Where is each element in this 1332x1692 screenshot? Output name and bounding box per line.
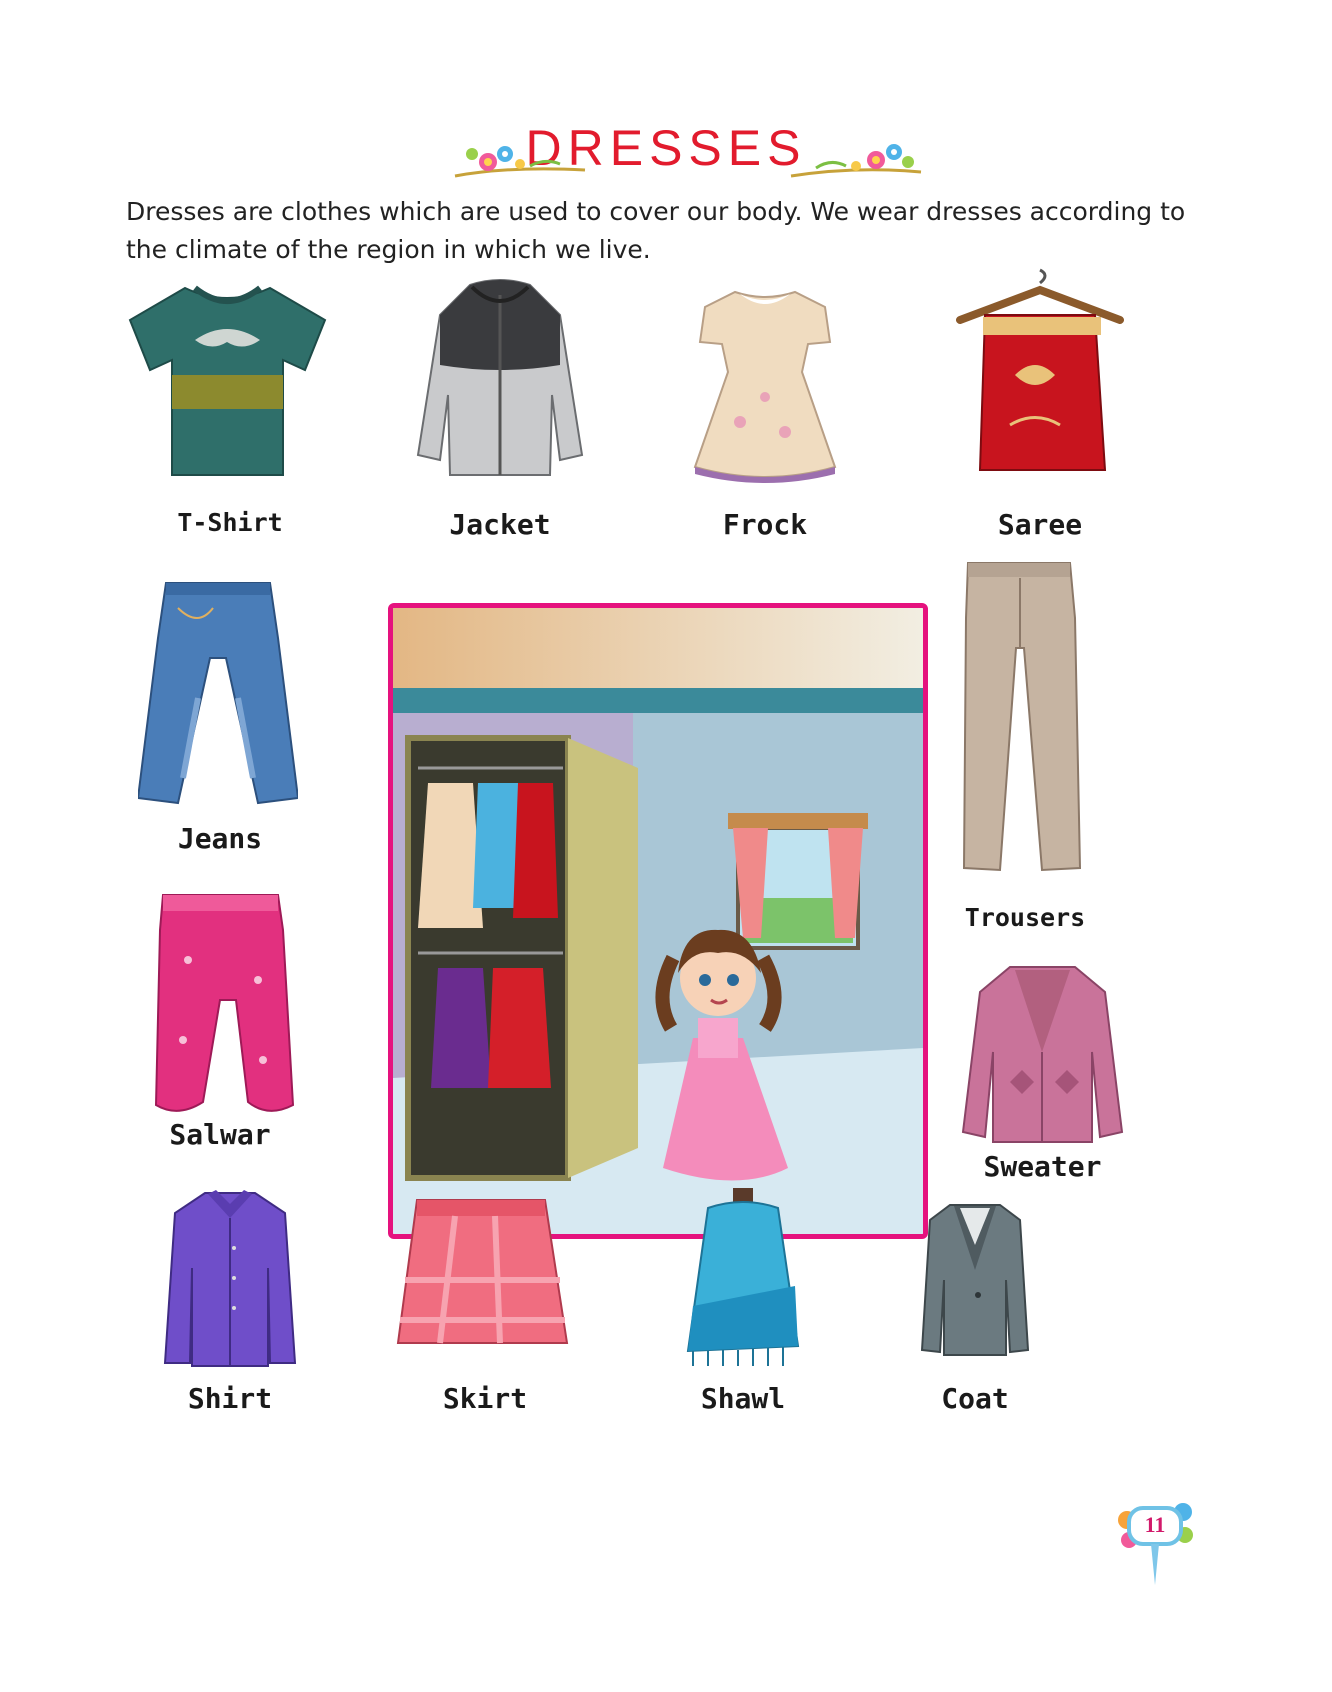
page-title: DRESSES: [525, 120, 807, 176]
skirt-label: Skirt: [442, 1382, 528, 1415]
jacket-label: Jacket: [449, 508, 551, 541]
shirt-label: Shirt: [187, 1382, 273, 1415]
jeans-label: Jeans: [177, 822, 263, 855]
sweater-image: [960, 962, 1125, 1147]
salwar-image: [148, 890, 298, 1120]
trousers-image: [960, 558, 1090, 878]
wardrobe-scene-illustration: [393, 608, 923, 1234]
frock-label: Frock: [722, 508, 808, 541]
saree-image: [955, 265, 1125, 480]
jeans-image: [138, 578, 298, 808]
sweater-label: Sweater: [983, 1150, 1102, 1183]
page-number: 11: [1144, 1512, 1166, 1537]
coat-image: [920, 1200, 1030, 1360]
salwar-label: Salwar: [169, 1118, 271, 1151]
wardrobe-scene-frame: [388, 603, 928, 1239]
shirt-image: [160, 1188, 300, 1368]
flower-decoration-icon: [450, 136, 590, 184]
jacket-image: [410, 275, 590, 490]
shawl-image: [683, 1186, 803, 1371]
shawl-label: Shawl: [700, 1382, 786, 1415]
frock-image: [690, 282, 840, 487]
coat-label: Coat: [941, 1382, 1009, 1415]
intro-paragraph: Dresses are clothes which are used to cover our body. We wear dresses according to the climate of the region in which we live.: [126, 197, 1186, 264]
trousers-label: Trousers: [964, 903, 1086, 932]
skirt-image: [395, 1195, 570, 1350]
flower-decoration-icon: [786, 136, 926, 184]
page-number-badge: [1115, 1490, 1195, 1590]
saree-label: Saree: [997, 508, 1083, 541]
tshirt-image: [125, 280, 330, 480]
page-badge-icon: [1115, 1490, 1195, 1590]
tshirt-label: T-Shirt: [177, 508, 283, 537]
